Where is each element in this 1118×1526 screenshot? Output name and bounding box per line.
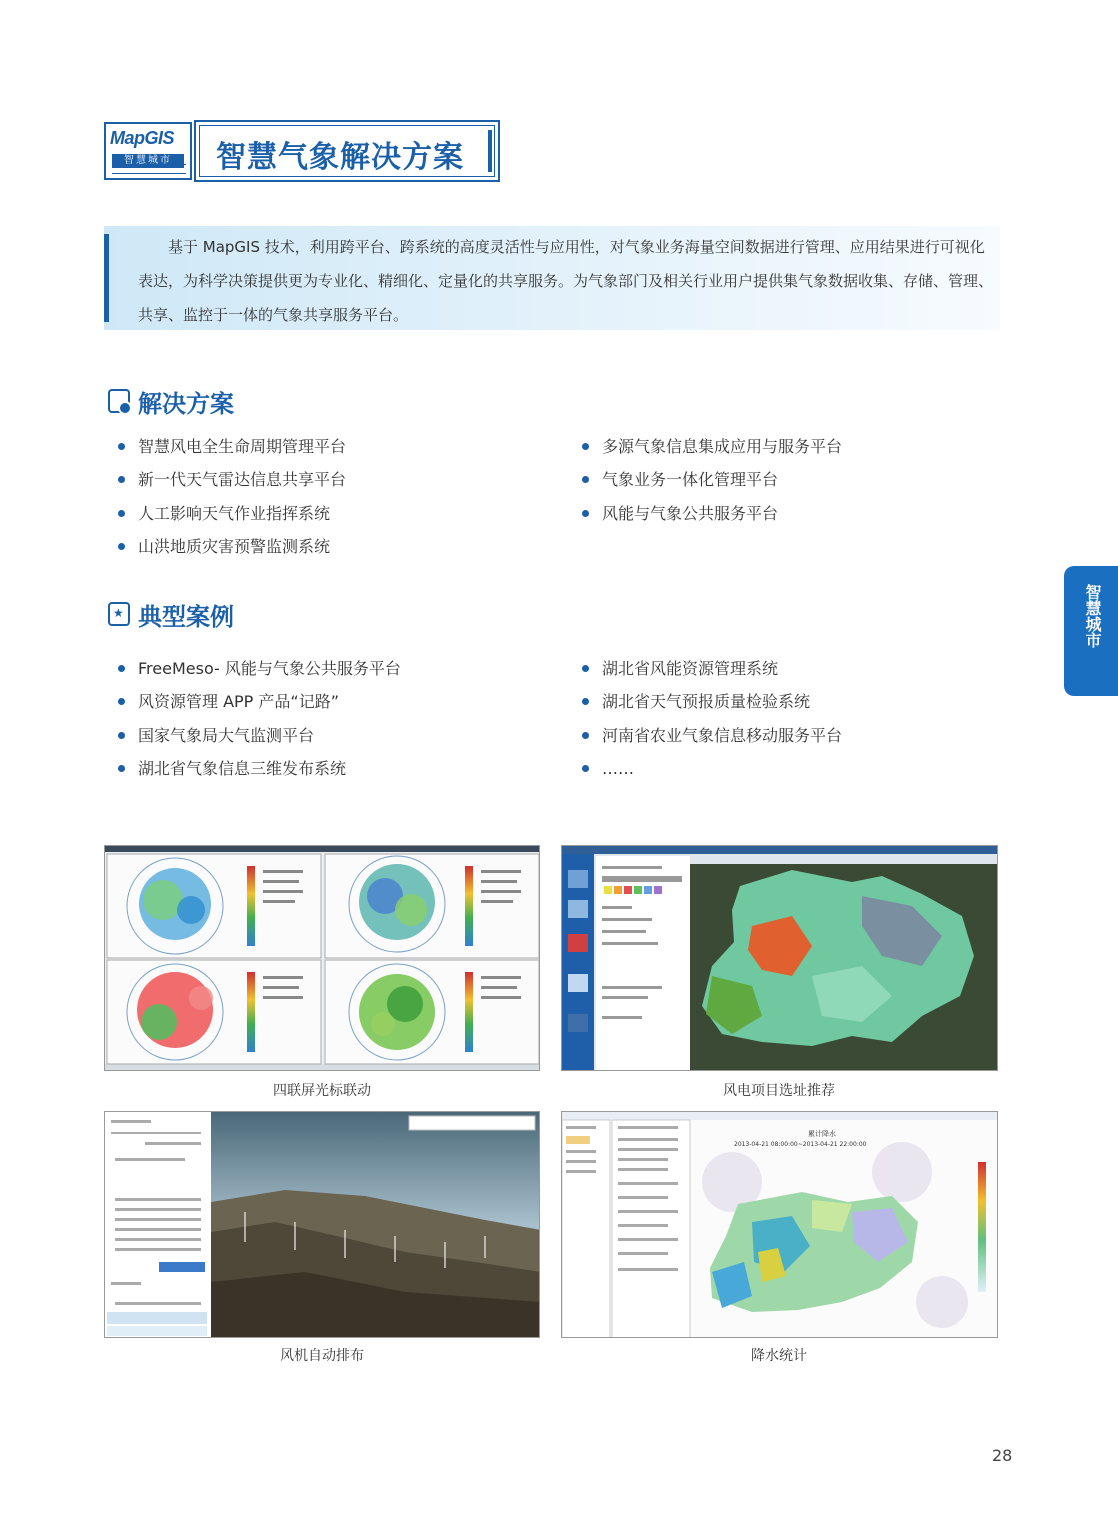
- page-number: 28: [992, 1446, 1013, 1465]
- intro-panel: [104, 226, 1000, 330]
- intro-accent-bar: [104, 234, 109, 322]
- mapgis-logo: [104, 122, 192, 180]
- cases-list-right: [582, 654, 842, 787]
- list-item: 湖北省风能资源管理系统: [582, 654, 842, 687]
- title-frame: [194, 120, 500, 182]
- list-item: ……: [582, 754, 842, 787]
- intro-text: 基于 MapGIS 技术，利用跨平台、跨系统的高度灵活性与应用性，对气象业务海量空间数据进行管理、应用结果进行可视化表达，为科学决策提供更为专业化、精细化、定量化的共享服务。为气象部门及相关行业用户提供集气象数据收集、存储、管理、共享、监控于一体的气象共享服务平台。: [138, 238, 994, 324]
- figure-turbine-layout: [104, 1111, 540, 1338]
- solutions-list-left: [118, 432, 346, 565]
- side-tab-label: 智慧城市: [1083, 584, 1102, 648]
- list-item: 智慧风电全生命周期管理平台: [118, 432, 346, 465]
- figure-caption: 降水统计: [751, 1348, 807, 1364]
- logo-decoration: [112, 164, 186, 174]
- solutions-heading: [108, 384, 234, 418]
- page-header: [104, 120, 500, 184]
- list-item: 气象业务一体化管理平台: [582, 465, 842, 498]
- list-item: FreeMeso- 风能与气象公共服务平台: [118, 654, 401, 687]
- document-icon: [108, 389, 130, 413]
- list-item: 新一代天气雷达信息共享平台: [118, 465, 346, 498]
- solutions-title: 解决方案: [138, 388, 234, 418]
- cases-heading: [108, 597, 234, 631]
- figure-caption: 风机自动排布: [280, 1348, 364, 1364]
- logo-text: MapGIS: [110, 128, 175, 148]
- solutions-list-right: [582, 432, 842, 532]
- side-section-tab[interactable]: [1064, 566, 1118, 696]
- precip-map-title: 累计降水: [808, 1130, 836, 1138]
- figure-wind-site-map: [561, 845, 998, 1071]
- list-item: 河南省农业气象信息移动服务平台: [582, 721, 842, 754]
- figure-caption: 四联屏光标联动: [273, 1083, 371, 1099]
- figure-radar-quad: [104, 845, 540, 1071]
- cases-title: 典型案例: [138, 601, 234, 631]
- list-item: 多源气象信息集成应用与服务平台: [582, 432, 842, 465]
- logo-subtext: 智慧城市: [112, 154, 184, 168]
- precip-map-subtitle: 2013-04-21 08:00:00~2013-04-21 22:00:00: [734, 1141, 867, 1148]
- list-item: 国家气象局大气监测平台: [118, 721, 401, 754]
- list-item: 风能与气象公共服务平台: [582, 499, 842, 532]
- figure-caption: 风电项目选址推荐: [723, 1083, 835, 1099]
- list-item: 湖北省天气预报质量检验系统: [582, 687, 842, 720]
- list-item: 湖北省气象信息三维发布系统: [118, 754, 401, 787]
- figure-precipitation-map: [561, 1111, 998, 1338]
- page-title: 智慧气象解决方案: [216, 140, 464, 175]
- list-item: 人工影响天气作业指挥系统: [118, 499, 346, 532]
- title-accent: [488, 130, 492, 172]
- star-icon: ★: [108, 602, 130, 626]
- list-item: 风资源管理 APP 产品“记路”: [118, 687, 401, 720]
- list-item: 山洪地质灾害预警监测系统: [118, 532, 346, 565]
- cases-list-left: [118, 654, 401, 787]
